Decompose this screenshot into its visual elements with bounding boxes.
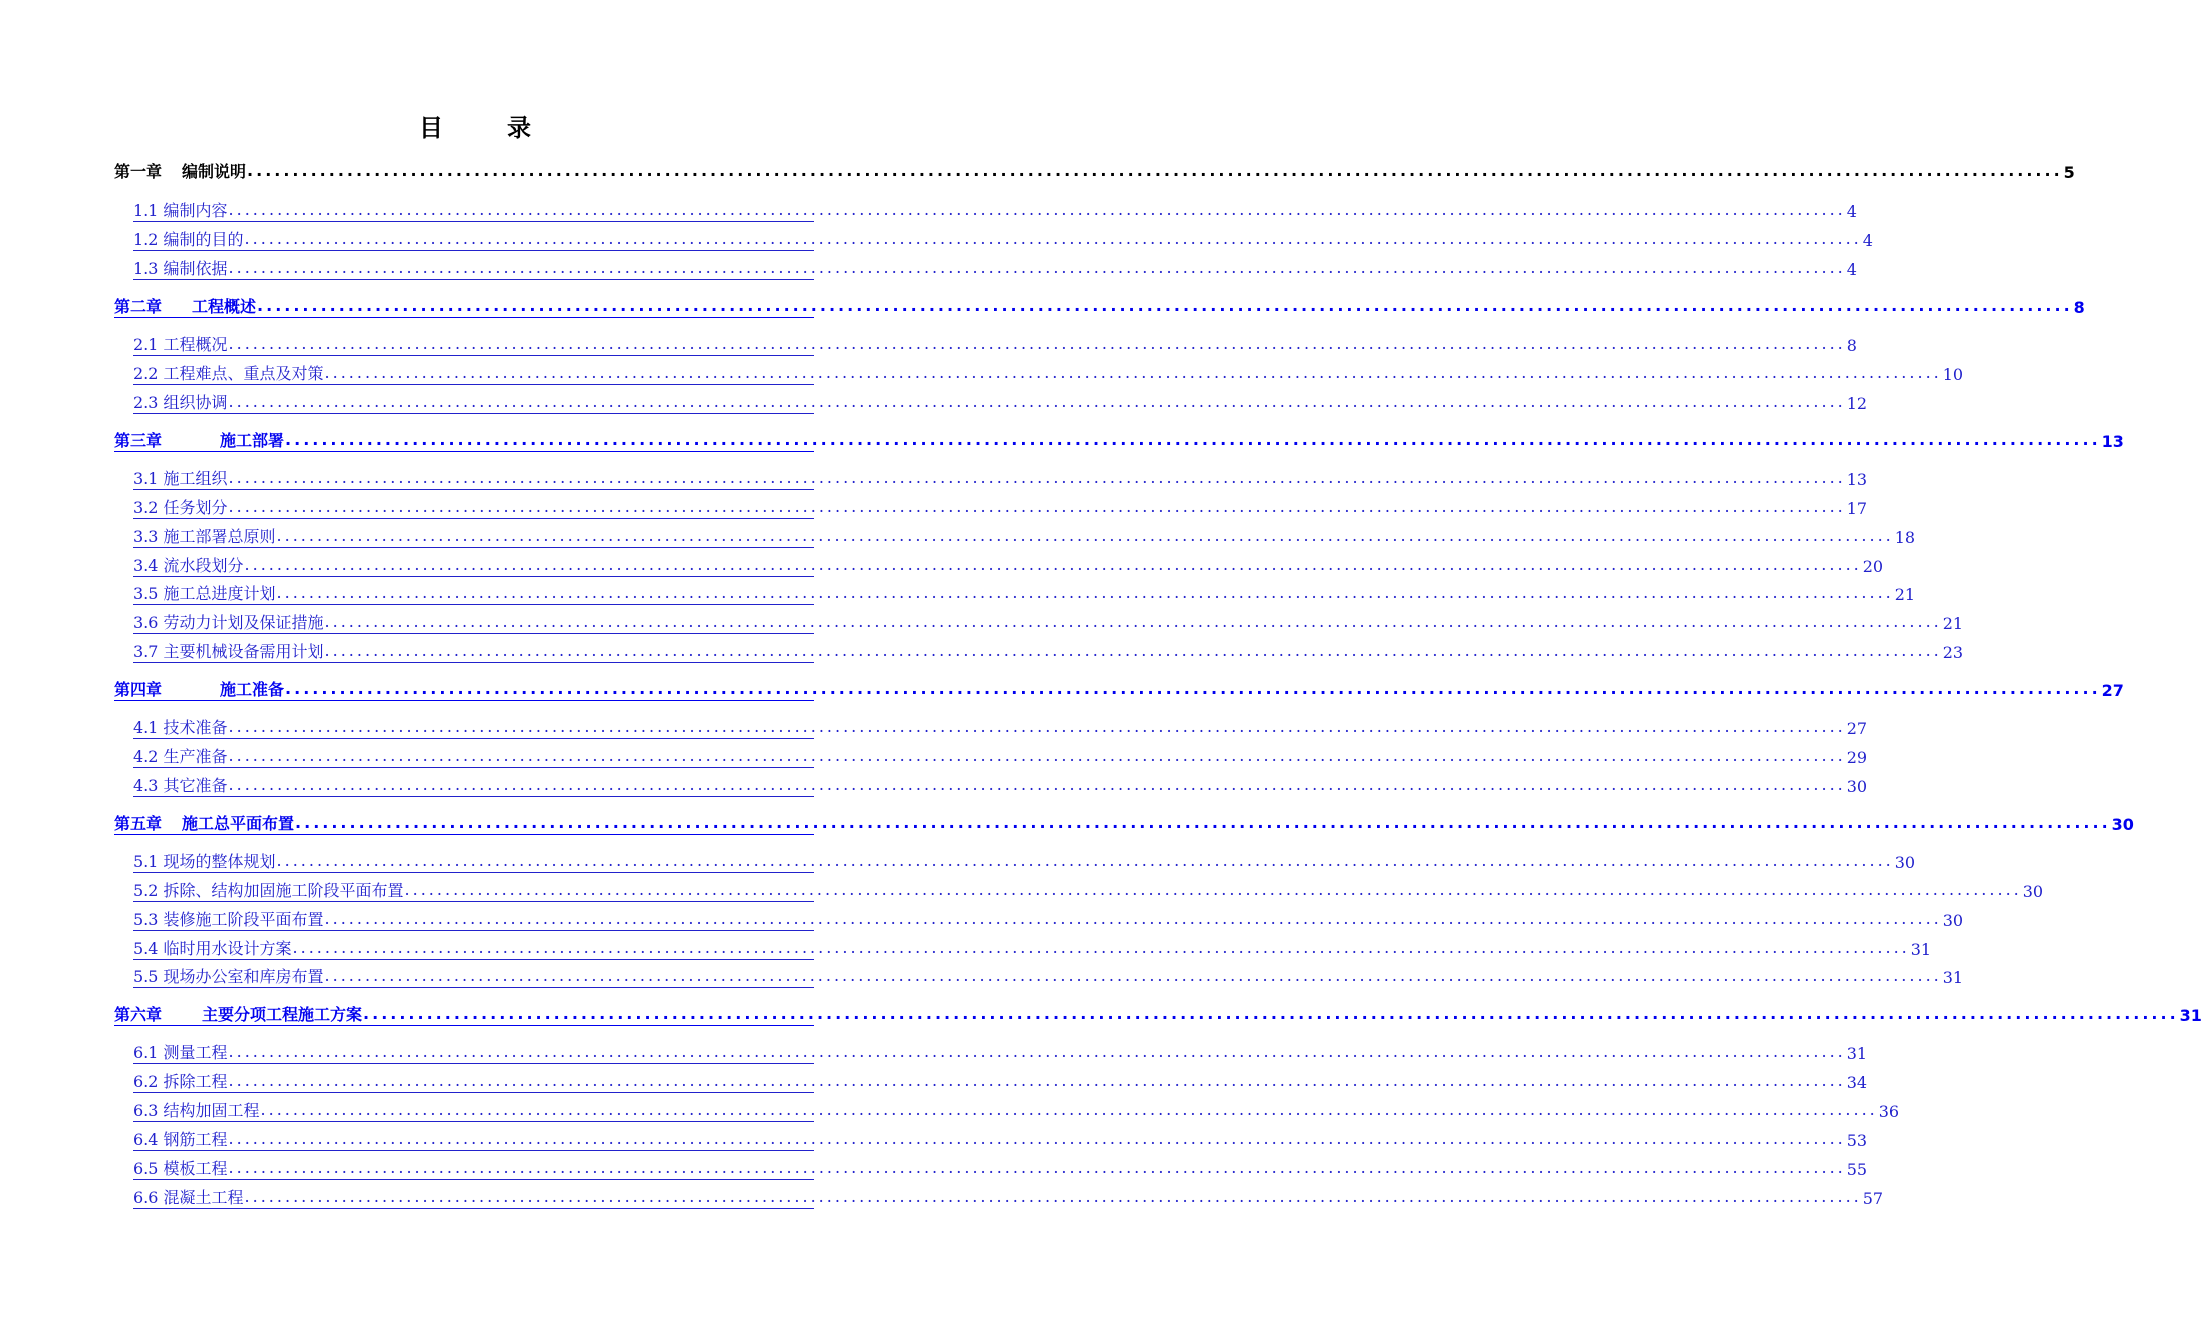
toc-section-entry[interactable] bbox=[133, 1041, 1868, 1064]
toc-chapter-title: 施工准备 bbox=[220, 680, 285, 699]
toc-section-entry[interactable] bbox=[133, 554, 1884, 577]
toc-chapter-number: 第五章 bbox=[114, 814, 163, 833]
toc-section-entry[interactable] bbox=[133, 391, 1868, 414]
toc-entry-label: 3.7 主要机械设备需用计划 bbox=[133, 642, 324, 661]
toc-section-entry[interactable] bbox=[133, 1099, 1900, 1122]
toc-section-entry[interactable] bbox=[133, 716, 1868, 739]
toc-dot-leader: ........................................................................................................................................................................................................ bbox=[228, 1158, 1846, 1177]
toc-chapter-number: 第三章 bbox=[114, 431, 163, 450]
toc-chapter-entry[interactable] bbox=[114, 429, 2124, 452]
toc-section-entry[interactable] bbox=[133, 362, 1964, 385]
toc-section-entry[interactable] bbox=[133, 582, 1916, 605]
toc-entry-label: 6.1 测量工程 bbox=[133, 1043, 228, 1062]
toc-dot-leader: ........................................................................................................................................................................................................ bbox=[324, 363, 1942, 382]
toc-dot-leader: ........................................................................................................................................................................................................ bbox=[363, 1004, 2179, 1023]
toc-entry-label: 6.5 模板工程 bbox=[133, 1159, 228, 1178]
toc-section-entry[interactable] bbox=[133, 879, 2044, 902]
toc-page-number: 21 bbox=[1942, 614, 1964, 633]
toc-page-number: 36 bbox=[1878, 1102, 1900, 1121]
toc-entry-label: 3.5 施工总进度计划 bbox=[133, 584, 276, 603]
toc-page-number: 29 bbox=[1846, 748, 1868, 767]
toc-page-number: 53 bbox=[1846, 1131, 1868, 1150]
toc-entry-label bbox=[114, 428, 284, 451]
toc-section-entry[interactable] bbox=[133, 1157, 1868, 1180]
toc-chapter-entry[interactable] bbox=[114, 295, 2085, 318]
toc-entry-label: 6.3 结构加固工程 bbox=[133, 1101, 260, 1120]
toc-dot-leader: ........................................................................................................................................................................................................ bbox=[285, 430, 2101, 449]
toc-page-number: 31 bbox=[1942, 968, 1964, 987]
toc-chapter-title: 工程概述 bbox=[192, 297, 257, 316]
toc-dot-leader: ........................................................................................................................................................................................................ bbox=[228, 258, 1846, 277]
toc-dot-leader: ........................................................................................................................................................................................................ bbox=[228, 468, 1846, 487]
toc-section-entry[interactable] bbox=[133, 525, 1916, 548]
toc-entry-label: 1.3 编制依据 bbox=[133, 259, 228, 278]
toc-section-entry[interactable] bbox=[133, 850, 1916, 873]
toc-page-number: 4 bbox=[1862, 231, 1873, 250]
toc-page-number: 13 bbox=[2101, 432, 2124, 451]
toc-page-number: 31 bbox=[1910, 940, 1932, 959]
toc-dot-leader: ........................................................................................................................................................................................................ bbox=[285, 679, 2101, 698]
toc-page-number: 8 bbox=[2073, 298, 2085, 317]
toc-page-number: 30 bbox=[1942, 911, 1964, 930]
toc-entry-label: 5.3 装修施工阶段平面布置 bbox=[133, 910, 324, 929]
toc-entry-label: 2.2 工程难点、重点及对策 bbox=[133, 364, 324, 383]
toc-entry-label: 3.3 施工部署总原则 bbox=[133, 527, 276, 546]
toc-dot-leader: ........................................................................................................................................................................................................ bbox=[228, 497, 1846, 516]
toc-dot-leader: ........................................................................................................................................................................................................ bbox=[324, 612, 1942, 631]
toc-dot-leader: ........................................................................................................................................................................................................ bbox=[247, 161, 2063, 180]
toc-dot-leader: ........................................................................................................................................................................................................ bbox=[228, 334, 1846, 353]
toc-dot-leader: ........................................................................................................................................................................................................ bbox=[324, 966, 1942, 985]
toc-dot-leader: ........................................................................................................................................................................................................ bbox=[228, 1071, 1846, 1090]
toc-dot-leader: ........................................................................................................................................................................................................ bbox=[228, 775, 1846, 794]
toc-entry-label bbox=[114, 159, 246, 182]
toc-entry-label bbox=[114, 294, 256, 317]
toc-entry-label bbox=[114, 1002, 362, 1025]
toc-entry-label: 5.4 临时用水设计方案 bbox=[133, 939, 292, 958]
toc-dot-leader: ........................................................................................................................................................................................................ bbox=[295, 813, 2111, 832]
toc-entry-label: 3.4 流水段划分 bbox=[133, 556, 244, 575]
toc-entry-label: 1.1 编制内容 bbox=[133, 201, 228, 220]
toc-page-number: 30 bbox=[2111, 815, 2134, 834]
toc-dot-leader: ........................................................................................................................................................................................................ bbox=[276, 526, 1894, 545]
toc-page-number: 4 bbox=[1846, 202, 1857, 221]
toc-chapter-entry[interactable] bbox=[114, 812, 2134, 835]
toc-page-number: 57 bbox=[1862, 1189, 1884, 1208]
toc-chapter-entry[interactable] bbox=[114, 678, 2124, 701]
toc-dot-leader: ........................................................................................................................................................................................................ bbox=[324, 909, 1942, 928]
toc-page-number: 31 bbox=[2179, 1006, 2202, 1025]
toc-dot-leader: ........................................................................................................................................................................................................ bbox=[276, 583, 1894, 602]
toc-dot-leader: ........................................................................................................................................................................................................ bbox=[404, 880, 2022, 899]
toc-entry-label: 3.6 劳动力计划及保证措施 bbox=[133, 613, 324, 632]
toc-page-number: 4 bbox=[1846, 260, 1857, 279]
toc-page-number: 27 bbox=[2101, 681, 2124, 700]
toc-entry-label: 6.4 钢筋工程 bbox=[133, 1130, 228, 1149]
toc-page-number: 20 bbox=[1862, 557, 1884, 576]
toc-entry-label: 4.2 生产准备 bbox=[133, 747, 228, 766]
toc-page-number: 10 bbox=[1942, 365, 1964, 384]
toc-section-entry[interactable] bbox=[133, 467, 1868, 490]
toc-section-entry[interactable] bbox=[133, 611, 1964, 634]
toc-section-entry[interactable] bbox=[133, 1128, 1868, 1151]
toc-dot-leader: ........................................................................................................................................................................................................ bbox=[260, 1100, 1878, 1119]
toc-dot-leader: ........................................................................................................................................................................................................ bbox=[228, 717, 1846, 736]
toc-dot-leader: ........................................................................................................................................................................................................ bbox=[257, 296, 2073, 315]
toc-page-number: 31 bbox=[1846, 1044, 1868, 1063]
toc-entry-label: 4.3 其它准备 bbox=[133, 776, 228, 795]
toc-chapter-number: 第六章 bbox=[114, 1005, 163, 1024]
toc-entry-label: 6.6 混凝土工程 bbox=[133, 1188, 244, 1207]
toc-section-entry[interactable] bbox=[133, 745, 1868, 768]
toc-section-entry[interactable] bbox=[133, 333, 1857, 356]
toc-chapter-title: 施工总平面布置 bbox=[182, 814, 295, 833]
toc-entry-label: 5.1 现场的整体规划 bbox=[133, 852, 276, 871]
toc-chapter-number: 第一章 bbox=[114, 162, 163, 181]
toc-section-entry[interactable] bbox=[133, 496, 1868, 519]
toc-dot-leader: ........................................................................................................................................................................................................ bbox=[228, 392, 1846, 411]
toc-entry-label: 1.2 编制的目的 bbox=[133, 230, 244, 249]
toc-page-number: 13 bbox=[1846, 470, 1868, 489]
toc-page-number: 30 bbox=[2022, 882, 2044, 901]
toc-dot-leader: ........................................................................................................................................................................................................ bbox=[244, 229, 1862, 248]
toc-section-entry[interactable] bbox=[133, 908, 1964, 931]
toc-dot-leader: ........................................................................................................................................................................................................ bbox=[324, 641, 1942, 660]
toc-section-entry[interactable] bbox=[133, 257, 1857, 280]
toc-entry-label: 2.1 工程概况 bbox=[133, 335, 228, 354]
toc-entry-label: 2.3 组织协调 bbox=[133, 393, 228, 412]
toc-page-number: 17 bbox=[1846, 499, 1868, 518]
toc-entry-label: 3.1 施工组织 bbox=[133, 469, 228, 488]
toc-dot-leader: ........................................................................................................................................................................................................ bbox=[244, 555, 1862, 574]
toc-page-number: 30 bbox=[1846, 777, 1868, 796]
toc-page-number: 8 bbox=[1846, 336, 1857, 355]
toc-dot-leader: ........................................................................................................................................................................................................ bbox=[228, 1129, 1846, 1148]
toc-dot-leader: ........................................................................................................................................................................................................ bbox=[276, 851, 1894, 870]
toc-section-entry[interactable] bbox=[133, 1186, 1884, 1209]
toc-dot-leader: ........................................................................................................................................................................................................ bbox=[228, 1042, 1846, 1061]
toc-entry-label bbox=[114, 811, 294, 834]
toc-chapter-entry[interactable] bbox=[114, 1003, 2202, 1026]
title-right-char: 录 bbox=[507, 114, 531, 142]
toc-page-number: 23 bbox=[1942, 643, 1964, 662]
toc-dot-leader: ........................................................................................................................................................................................................ bbox=[292, 938, 1910, 957]
toc-chapter-title: 施工部署 bbox=[220, 431, 285, 450]
toc-page-number: 18 bbox=[1894, 528, 1916, 547]
toc-section-entry[interactable] bbox=[133, 1070, 1868, 1093]
toc-entry-label: 3.2 任务划分 bbox=[133, 498, 228, 517]
toc-page-number: 27 bbox=[1846, 719, 1868, 738]
toc-chapter-entry[interactable] bbox=[114, 160, 2075, 182]
toc-chapter-number: 第二章 bbox=[114, 297, 163, 316]
toc-page-number: 55 bbox=[1846, 1160, 1868, 1179]
toc-entry-label: 4.1 技术准备 bbox=[133, 718, 228, 737]
toc-section-entry[interactable] bbox=[133, 774, 1868, 797]
toc-page-number: 34 bbox=[1846, 1073, 1868, 1092]
toc-page-number: 30 bbox=[1894, 853, 1916, 872]
toc-section-entry[interactable] bbox=[133, 199, 1857, 222]
toc-entry-label bbox=[114, 677, 284, 700]
title-left-char: 目 bbox=[419, 114, 443, 142]
toc-dot-leader: ........................................................................................................................................................................................................ bbox=[244, 1187, 1862, 1206]
toc-entry-label: 6.2 拆除工程 bbox=[133, 1072, 228, 1091]
toc-entry-label: 5.2 拆除、结构加固施工阶段平面布置 bbox=[133, 881, 404, 900]
toc-page-number: 5 bbox=[2063, 163, 2075, 182]
toc-dot-leader: ........................................................................................................................................................................................................ bbox=[228, 200, 1846, 219]
toc-chapter-title: 编制说明 bbox=[182, 162, 247, 181]
toc-section-entry[interactable] bbox=[133, 965, 1964, 988]
toc-chapter-title: 主要分项工程施工方案 bbox=[202, 1005, 363, 1024]
toc-page-number: 12 bbox=[1846, 394, 1868, 413]
toc-page-number: 21 bbox=[1894, 585, 1916, 604]
toc-chapter-number: 第四章 bbox=[114, 680, 163, 699]
toc-entry-label: 5.5 现场办公室和库房布置 bbox=[133, 967, 324, 986]
toc-section-entry[interactable] bbox=[133, 640, 1964, 663]
toc-dot-leader: ........................................................................................................................................................................................................ bbox=[228, 746, 1846, 765]
toc-section-entry[interactable] bbox=[133, 228, 1873, 251]
toc-section-entry[interactable] bbox=[133, 937, 1932, 960]
